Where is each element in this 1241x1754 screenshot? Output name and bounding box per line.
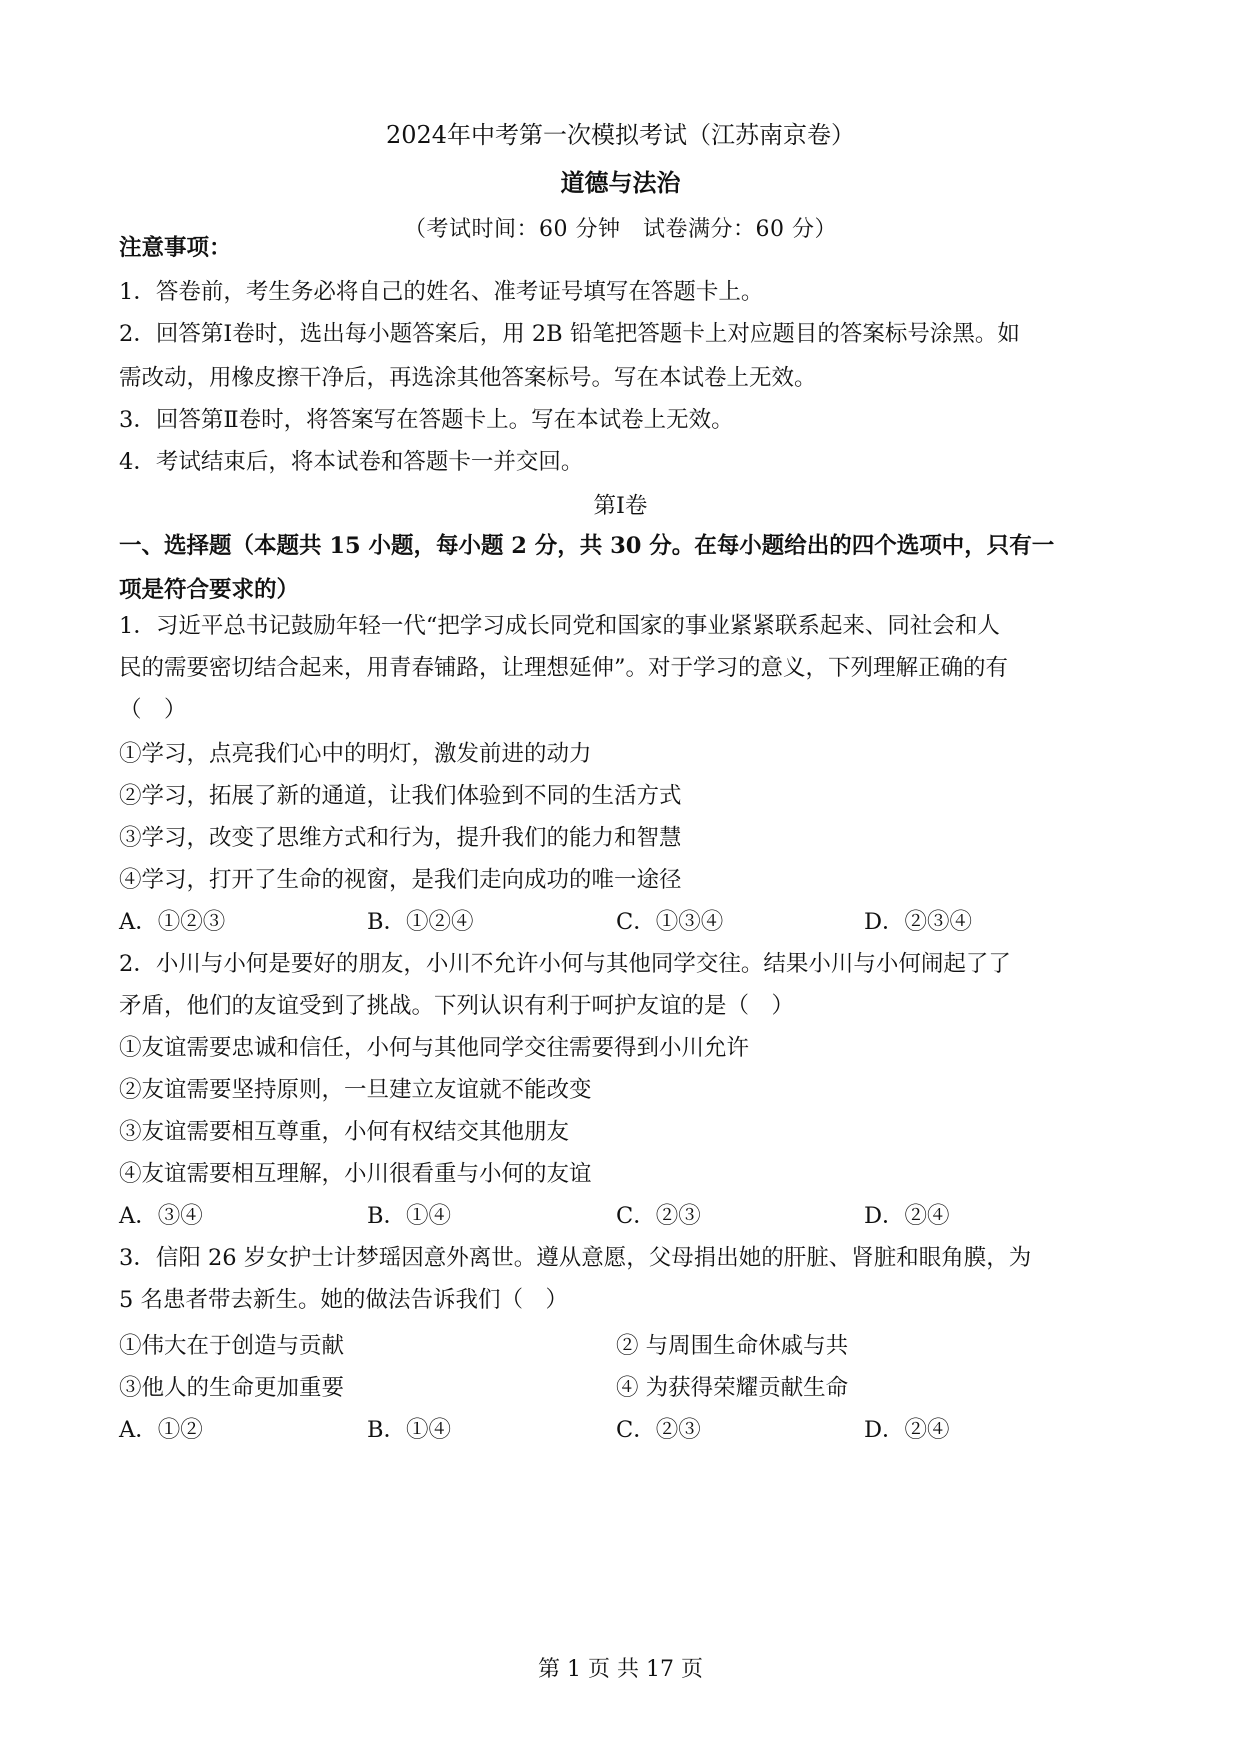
question-3-stem: 3．信阳 26 岁女护士计梦瑶因意外离世。遵从意愿，父母捐出她的肝脏、肾脏和眼角膜，为 — [119, 1245, 1032, 1271]
question-3-option-b: B．①④ — [367, 1417, 452, 1443]
question-3-statement: ①伟大在于创造与贡献 — [119, 1333, 345, 1359]
question-2-stem: 2．小川与小何是要好的朋友，小川不允许小何与其他同学交往。结果小川与小何闹起了了 — [119, 951, 1011, 977]
question-3-option-a: A．①② — [119, 1417, 203, 1443]
exam-info: （考试时间：60 分钟 试卷满分：60 分） — [404, 217, 837, 242]
question-2-statement: ③友谊需要相互尊重，小何有权结交其他朋友 — [119, 1119, 570, 1145]
question-2-statement: ①友谊需要忠诚和信任，小何与其他同学交往需要得到小川允许 — [119, 1035, 750, 1061]
section-heading: 一、选择题（本题共 15 小题，每小题 2 分，共 30 分。在每小题给出的四个选项中，只有一 — [119, 533, 1055, 559]
question-3-option-c: C．②③ — [616, 1417, 701, 1443]
question-3-stem: 5 名患者带去新生。她的做法告诉我们（ ） — [119, 1287, 568, 1313]
question-2-statement: ②友谊需要坚持原则，一旦建立友谊就不能改变 — [119, 1077, 592, 1103]
question-2-option-a: A．③④ — [119, 1203, 203, 1229]
part-title: 第Ⅰ卷 — [593, 493, 648, 519]
notice-item: 2．回答第Ⅰ卷时，选出每小题答案后，用 2B 铅笔把答题卡上对应题目的答案标号涂黑。如 — [119, 321, 1020, 347]
exam-title: 2024年中考第一次模拟考试（江苏南京卷） — [385, 121, 856, 149]
page-footer: 第 1 页 共 17 页 — [538, 1657, 703, 1682]
exam-subject: 道德与法治 — [560, 168, 681, 197]
section-heading-cont: 项是符合要求的） — [119, 577, 300, 603]
question-1-stem: 民的需要密切结合起来，用青春铺路，让理想延伸”。对于学习的意义，下列理解正确的有 — [119, 655, 1009, 681]
question-1-statement: ②学习，拓展了新的通道，让我们体验到不同的生活方式 — [119, 783, 682, 809]
question-3-statement: ③他人的生命更加重要 — [119, 1375, 345, 1401]
question-1-statement: ①学习，点亮我们心中的明灯，激发前进的动力 — [119, 741, 592, 767]
question-2-option-d: D．②④ — [864, 1203, 950, 1229]
notice-item: 3．回答第Ⅱ卷时，将答案写在答题卡上。写在本试卷上无效。 — [119, 407, 734, 433]
question-1-statement: ③学习，改变了思维方式和行为，提升我们的能力和智慧 — [119, 825, 682, 851]
question-1-option-a: A．①②③ — [119, 909, 226, 935]
question-2-option-c: C．②③ — [616, 1203, 701, 1229]
question-3-statement: ④ 为获得荣耀贡献生命 — [616, 1375, 849, 1401]
notice-item: 1．答卷前，考生务必将自己的姓名、准考证号填写在答题卡上。 — [119, 279, 764, 305]
notice-heading: 注意事项： — [119, 235, 232, 261]
question-1-stem: 1．习近平总书记鼓励年轻一代“把学习成长同党和国家的事业紧紧联系起来、同社会和人 — [119, 613, 1000, 639]
question-3-option-d: D．②④ — [864, 1417, 950, 1443]
question-2-stem: 矛盾，他们的友谊受到了挑战。下列认识有利于呵护友谊的是（ ） — [119, 993, 795, 1019]
question-1-option-b: B．①②④ — [367, 909, 474, 935]
notice-item: 需改动，用橡皮擦干净后，再选涂其他答案标号。写在本试卷上无效。 — [119, 365, 817, 391]
question-1-option-c: C．①③④ — [616, 909, 724, 935]
question-1-statement: ④学习，打开了生命的视窗，是我们走向成功的唯一途径 — [119, 867, 682, 893]
question-1-blank: （ ） — [119, 697, 187, 723]
question-2-option-b: B．①④ — [367, 1203, 452, 1229]
question-1-option-d: D．②③④ — [864, 909, 973, 935]
question-2-statement: ④友谊需要相互理解，小川很看重与小何的友谊 — [119, 1161, 592, 1187]
notice-item: 4．考试结束后，将本试卷和答题卡一并交回。 — [119, 449, 584, 475]
question-3-statement: ② 与周围生命休戚与共 — [616, 1333, 849, 1359]
